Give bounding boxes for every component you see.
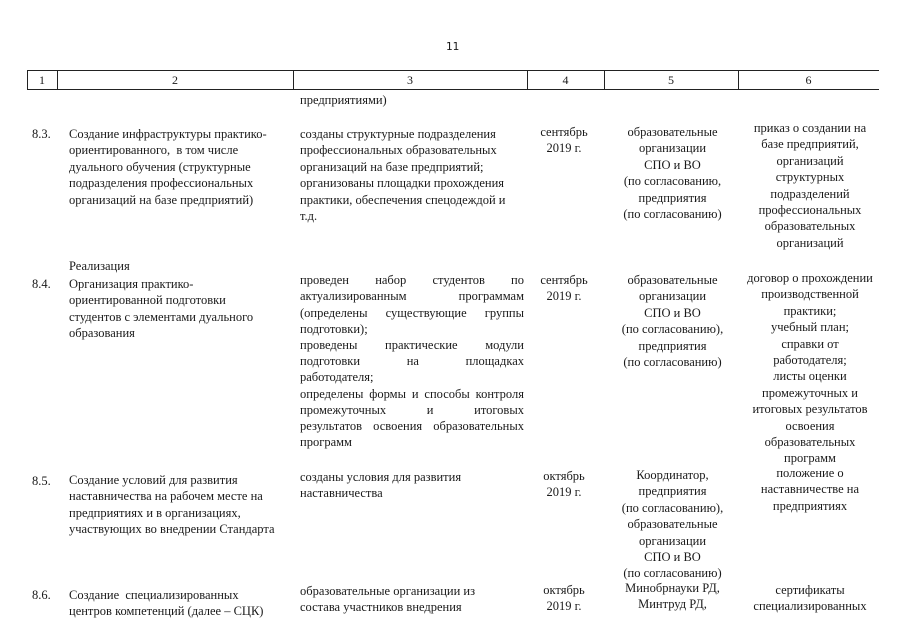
activity-result-line: (определены существующие группы bbox=[300, 306, 524, 320]
page-number: 11 bbox=[445, 40, 460, 53]
activity-date: октябрь 2019 г. bbox=[543, 583, 585, 614]
row-number: 8.5. bbox=[32, 474, 51, 488]
activity-result-line: подготовки на площадках bbox=[300, 354, 524, 368]
activity-result: созданы структурные подразделения профессиональных образовательных организаций на базе предприятий; организованы площадки прохождения практики, обеспечения спецодеждой и т.д. bbox=[300, 127, 506, 224]
activity-result-line: подготовки); bbox=[300, 322, 368, 336]
activity-result: созданы условия для развития наставничества bbox=[300, 470, 462, 501]
activity-name: Создание инфраструктуры практико- ориентированного, в том числе дуального обучения (структурные подразделения профессиональных организаций на базе предприятий) bbox=[69, 127, 267, 207]
continuation-text: предприятиями) bbox=[300, 93, 387, 107]
activity-result-line: определены формы и способы контроля bbox=[300, 387, 524, 401]
activity-result-line: промежуточных и итоговых bbox=[300, 403, 524, 417]
row-number: 8.6. bbox=[32, 588, 51, 602]
activity-result-line: актуализированным программам bbox=[300, 289, 524, 303]
column-header-1: 1 bbox=[39, 73, 45, 87]
activity-name: Создание специализированных центров компетенций (далее – СЦК) bbox=[69, 588, 264, 619]
activity-result-line: работодателя; bbox=[300, 370, 374, 384]
activity-document: договор о прохождении производственной практики; учебный план; справки от работодателя; листы оценки промежуточных и итоговых результатов освоения образовательных программ bbox=[747, 271, 873, 466]
activity-document: положение о наставничестве на предприятиях bbox=[760, 466, 860, 513]
column-header-4: 4 bbox=[562, 73, 569, 87]
activity-document: приказ о создании на базе предприятий, организаций структурных подразделений профессиональных образовательных организаций bbox=[753, 121, 867, 250]
column-header-5: 5 bbox=[668, 73, 674, 87]
activity-responsible: Минобрнауки РД, Минтруд РД, bbox=[625, 581, 720, 612]
column-header-2: 2 bbox=[172, 73, 178, 87]
table-header bbox=[27, 70, 879, 90]
activity-result: образовательные организации из состава участников внедрения bbox=[300, 584, 476, 615]
activity-result-line: проведены практические модули bbox=[300, 338, 524, 352]
header-top-rule bbox=[27, 70, 879, 71]
activity-name-prefix: Реализация bbox=[69, 259, 130, 273]
activity-date: октябрь 2019 г. bbox=[543, 469, 585, 500]
column-header-3: 3 bbox=[407, 73, 413, 87]
activity-result-line: проведен набор студентов по bbox=[300, 273, 524, 287]
row-number: 8.3. bbox=[32, 127, 51, 141]
column-header-6: 6 bbox=[805, 73, 812, 87]
activity-name: Создание условий для развития наставничества на рабочем месте на предприятиях и в организациях, участвующих во внедрении Стандарта bbox=[69, 473, 275, 537]
activity-responsible: образовательные организации СПО и ВО (по согласованию), предприятия (по согласованию) bbox=[621, 273, 724, 370]
activity-name: Организация практико- ориентированной подготовки студентов с элементами дуального образования bbox=[69, 277, 254, 341]
activity-date: сентябрь 2019 г. bbox=[540, 273, 588, 304]
header-bottom-rule bbox=[27, 89, 879, 90]
activity-document: сертификаты специализированных bbox=[753, 583, 867, 614]
row-number: 8.4. bbox=[32, 277, 51, 291]
activity-result-line: результатов освоения образовательных bbox=[300, 419, 524, 433]
activity-result-line: программ bbox=[300, 435, 352, 449]
activity-responsible: Координатор, предприятия (по согласованию), образовательные организации СПО и ВО (по согласованию) bbox=[621, 468, 724, 581]
activity-responsible: образовательные организации СПО и ВО (по согласованию, предприятия (по согласованию) bbox=[623, 125, 722, 222]
activity-date: сентябрь 2019 г. bbox=[540, 125, 588, 156]
